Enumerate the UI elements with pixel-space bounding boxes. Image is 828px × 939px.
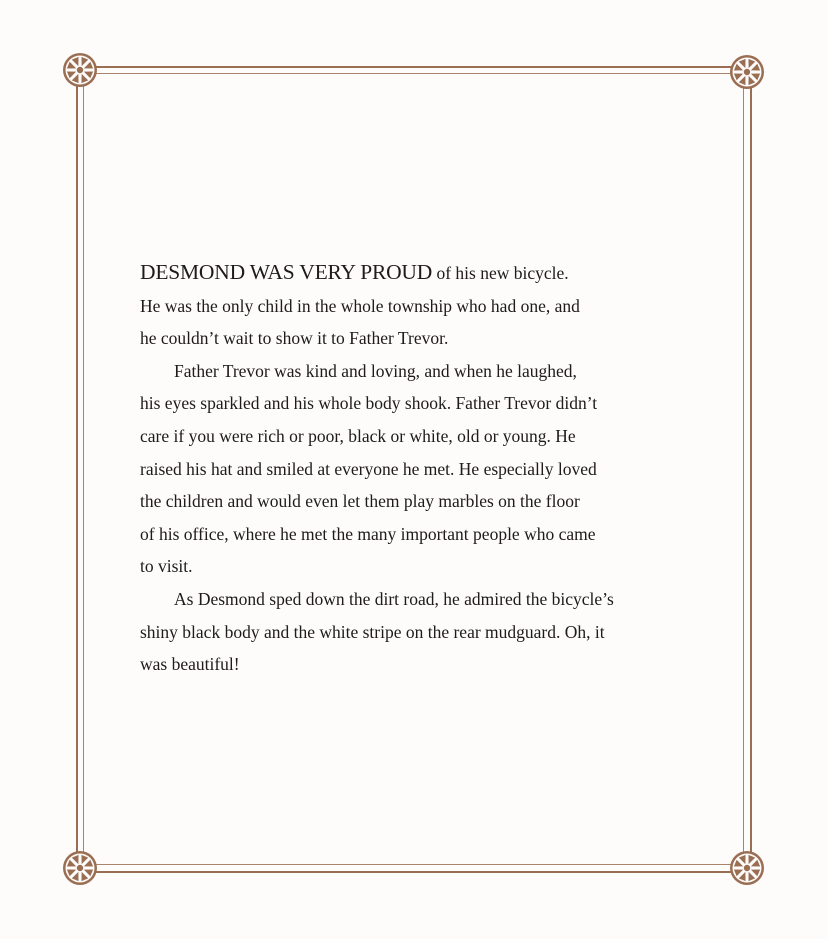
paragraph-line: As Desmond sped down the dirt road, he admired the bicycle’s [174,588,614,609]
frame-top-outer-line [80,66,748,68]
paragraph-1 [140,256,700,355]
paragraph-line: Father Trevor was kind and loving, and when he laughed, [174,360,577,381]
paragraph-line: care if you were rich or poor, black or white, old or young. He [140,425,576,446]
paragraph-line: his eyes sparkled and his whole body shook. Father Trevor didn’t [140,393,598,414]
paragraph-line: shiny black body and the white stripe on the rear mudguard. Oh, it [140,621,605,642]
paragraph-3 [140,583,700,681]
paragraph-line: he couldn’t wait to show it to Father Trevor. [140,328,449,349]
paragraph-line: the children and would even let them play marbles on the floor [140,491,580,512]
frame-bottom-outer-line [80,871,748,873]
frame-top-inner-line [80,73,748,74]
story-text [140,256,700,681]
frame-bottom-inner-line [80,864,748,865]
paragraph-line: He was the only child in the whole township who had one, and [140,295,580,316]
paragraph-line: to visit. [140,556,193,577]
wheel-ornament-icon [727,848,767,888]
paragraph-line: was beautiful! [140,654,240,675]
frame-right-inner-line [743,72,744,866]
paragraph-line: raised his hat and smiled at everyone he met. He especially loved [140,458,597,479]
frame-right-outer-line [750,72,752,866]
frame-left-outer-line [76,72,78,866]
paragraph-2 [140,355,700,583]
frame-left-inner-line [83,72,84,866]
paragraph-line: DESMOND WAS VERY PROUD of his new bicycle. [140,260,569,284]
wheel-ornament-icon [727,52,767,92]
lead-in-caps: DESMOND WAS VERY PROUD [140,260,433,284]
wheel-ornament-icon [60,50,100,90]
wheel-ornament-icon [60,848,100,888]
paragraph-line: of his office, where he met the many important people who came [140,523,596,544]
